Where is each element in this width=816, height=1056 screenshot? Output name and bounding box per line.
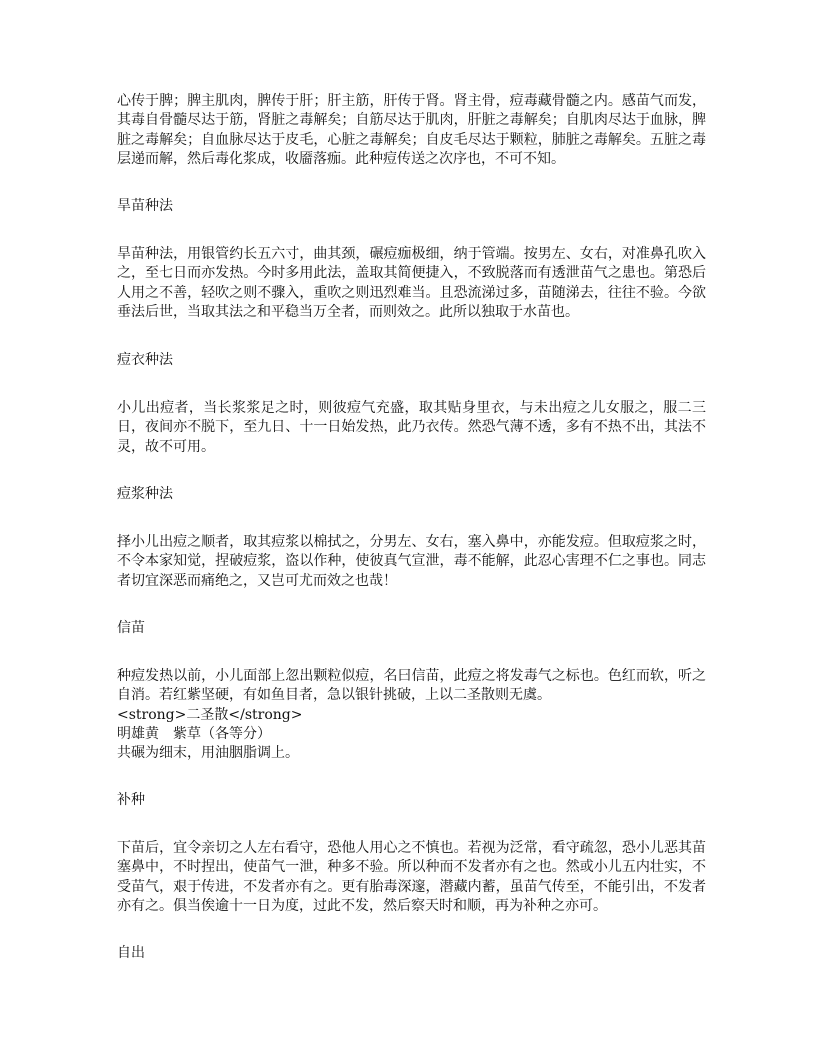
section-heading-supplementary: 补种 bbox=[117, 792, 145, 808]
section-paragraph: 种痘发热以前，小儿面部上忽出颗粒似痘，名曰信苗，此痘之将发毒气之标也。色红而软，听之自消。若红紫坚硬，有如鱼目者，急以银针挑破，上以二圣散则无虞。 bbox=[117, 668, 706, 704]
intro-paragraph: 心传于脾；脾主肌肉，脾传于肝；肝主筋，肝传于肾。肾主骨，痘毒藏骨髓之内。感苗气而发，其毒自骨髓尽达于筋，肾脏之毒解矣；自筋尽达于肌肉，肝脏之毒解矣；自肌肉尽达于血脉，脾脏之毒解矣；自血脉尽达于皮毛，心脏之毒解矣；自皮毛尽达于颗粒，肺脏之毒解矣。五脏之毒层递而解，然后毒化浆成，收靥落痂。此种痘传送之次序也，不可不知。 bbox=[117, 93, 706, 167]
recipe-ingredients: 明雄黄 紫草（各等分） bbox=[117, 725, 271, 742]
section-heading-dry-seedling: 旱苗种法 bbox=[117, 198, 173, 214]
section-heading-signal-seedling: 信苗 bbox=[117, 620, 145, 636]
section-paragraph: 择小儿出痘之顺者，取其痘浆以棉拭之，分男左、女右，塞入鼻中，亦能发痘。但取痘浆之时，不令本家知觉，捏破痘浆，盗以作种，使彼真气宣泄，毒不能解，此忍心害理不仁之事也。同志者切宜深恶而痛绝之，又岂可尤而效之也哉！ bbox=[117, 534, 706, 589]
section-paragraph: 旱苗种法，用银管约长五六寸，曲其颈，碾痘痂极细，纳于管端。按男左、女右，对准鼻孔吹入之，至七日而亦发热。今时多用此法，盖取其简便捷入，不致脱落而有透泄苗气之患也。第恐后人用之不善，轻吹之则不骤入，重吹之则迅烈难当。且恐流涕过多，苗随涕去，往往不验。今欲垂法后世，当取其法之和平稳当万全者，而则效之。此所以独取于水苗也。 bbox=[117, 246, 706, 320]
recipe-instructions: 共碾为细末，用油胭脂调上。 bbox=[117, 745, 299, 762]
section-heading-clothing: 痘衣种法 bbox=[117, 352, 173, 368]
section-paragraph: 下苗后，宜令亲切之人左右看守，恐他人用心之不慎也。若视为泛常，看守疏忽，恐小儿恶其苗塞鼻中，不时捏出，使苗气一泄，种多不验。所以种而不发者亦有之也。然或小儿五内壮实，不受苗气，艰于传进，不发者亦有之。更有胎毒深邃，潜藏内蓄，虽苗气传至，不能引出，不发者亦有之。俱当俟逾十一日为度，过此不发，然后察天时和顺，再为补种之亦可。 bbox=[117, 840, 706, 914]
section-body bbox=[117, 667, 706, 763]
section-paragraph: 小儿出痘者，当长浆浆足之时，则彼痘气充盛，取其贴身里衣，与未出痘之儿女服之，服二三日，夜间亦不脱下，至九日、十一日始发热，此乃衣传。然恐气薄不透，多有不热不出，其法不灵，故不可用。 bbox=[117, 400, 706, 455]
section-heading-spontaneous: 自出 bbox=[117, 945, 145, 961]
section-heading-pox-fluid: 痘浆种法 bbox=[117, 486, 173, 502]
raw-strong-tag-line: <strong>二圣散</strong> bbox=[117, 706, 303, 723]
